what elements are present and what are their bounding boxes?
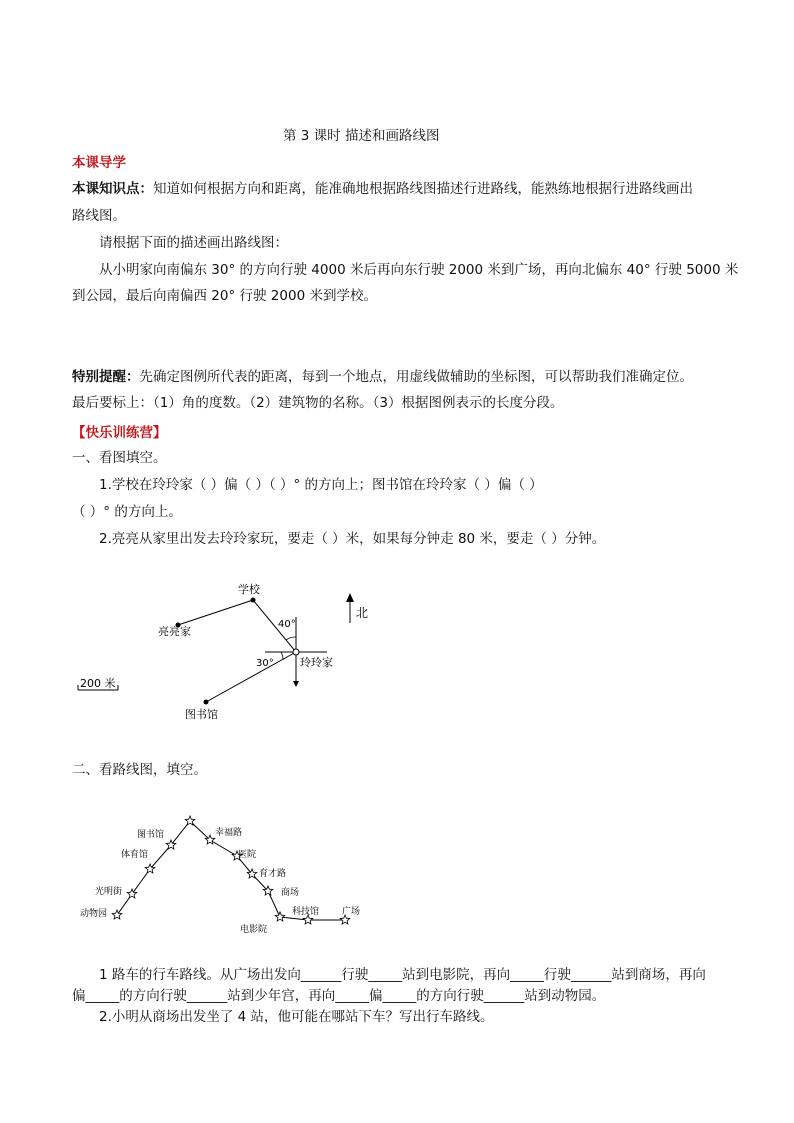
route-question-2: 2.小明从商场出发坐了 4 站，他可能在哪站下车？写出行车路线。	[99, 1009, 494, 1025]
station-label: 幸福路	[215, 828, 243, 838]
question-2: 2.亮亮从家里出发去玲玲家玩，要走（ ）米，如果每分钟走 80 米，要走（ ）分钟。	[99, 531, 606, 547]
station-label: 图书馆	[137, 830, 165, 840]
section-heading-practice: 【快乐训练营】	[72, 425, 167, 441]
section-title-1: 一、看图填空。	[72, 450, 167, 466]
station-label: 医院	[238, 850, 257, 860]
station-label: 商场	[281, 888, 300, 898]
station-label: 广场	[342, 907, 361, 917]
reminder-text-cont: 最后要标上：（1）角的度数。（2）建筑物的名称。（3）根据图例表示的长度分段。	[72, 395, 564, 411]
reminder-paragraph	[72, 367, 693, 387]
station-label: 体育馆	[121, 850, 149, 860]
description-line: 到公园，最后向南偏西 20° 行驶 2000 米到学校。	[72, 288, 377, 304]
instruction-text: 请根据下面的描述画出路线图：	[99, 235, 288, 251]
label-liangliang: 亮亮家	[158, 625, 191, 638]
section-title-2: 二、看路线图，填空。	[72, 762, 207, 778]
station-label: 电影院	[240, 925, 268, 935]
arrow-head	[293, 681, 299, 687]
label-angle-40: 40°	[278, 619, 296, 630]
description-line: 从小明家向南偏东 30° 的方向行驶 4000 米后再向东行驶 2000 米到广场，再向北偏东 40° 行驶 5000 米	[99, 262, 739, 278]
label-lingling: 玲玲家	[300, 656, 333, 669]
knowledge-text: 知道如何根据方向和距离，能准确地根据路线图描述行进路线，能熟练地根据行进路线画出	[153, 181, 693, 197]
school-point	[251, 598, 256, 603]
station-label: 育才路	[259, 869, 287, 879]
route-map	[70, 805, 370, 935]
label-school: 学校	[238, 583, 260, 596]
route-question-1-cont: 偏_____的方向行驶______站到少年宫，再向_____偏_____的方向行驶______站到动物园。	[72, 988, 606, 1004]
label-angle-30: 30°	[256, 658, 274, 669]
station-label: 科技馆	[292, 907, 320, 917]
route-question-1: 1 路车的行车路线。从广场出发向______行驶_____站到电影院，再向_____行驶______站到商场，再向	[99, 967, 706, 983]
library-point	[204, 700, 209, 705]
station-star-icon	[275, 912, 285, 921]
direction-map	[60, 575, 390, 725]
reminder-text: 先确定图例所代表的距离，每到一个地点，用虚线做辅助的坐标图，可以帮助我们准确定位。	[139, 369, 693, 385]
label-north: 北	[356, 606, 369, 620]
question-1-cont: （ ）° 的方向上。	[72, 504, 182, 520]
label-scale: 200 米	[80, 677, 116, 690]
route-line	[206, 652, 296, 702]
route-line	[178, 600, 253, 625]
reminder-label: 特别提醒：	[72, 369, 140, 385]
question-1: 1.学校在玲玲家（ ）偏（ ）（ ）° 的方向上；图书馆在玲玲家（ ）偏（ ）	[99, 477, 543, 493]
section-heading-guide: 本课导学	[72, 155, 126, 171]
knowledge-paragraph	[72, 179, 693, 199]
station-star-icon	[112, 910, 122, 919]
station-label: 动物园	[80, 909, 108, 919]
page-title: 第 3 课时 描述和画路线图	[283, 128, 440, 144]
angle-arc	[286, 637, 296, 640]
lingling-point	[293, 649, 299, 655]
angle-arc	[281, 652, 283, 660]
station-star-icon	[127, 889, 137, 898]
knowledge-label: 本课知识点：	[72, 181, 153, 197]
north-arrow-icon	[346, 593, 354, 602]
knowledge-text-cont: 路线图。	[72, 208, 126, 224]
station-label: 光明街	[95, 887, 123, 897]
label-library: 图书馆	[185, 708, 218, 721]
